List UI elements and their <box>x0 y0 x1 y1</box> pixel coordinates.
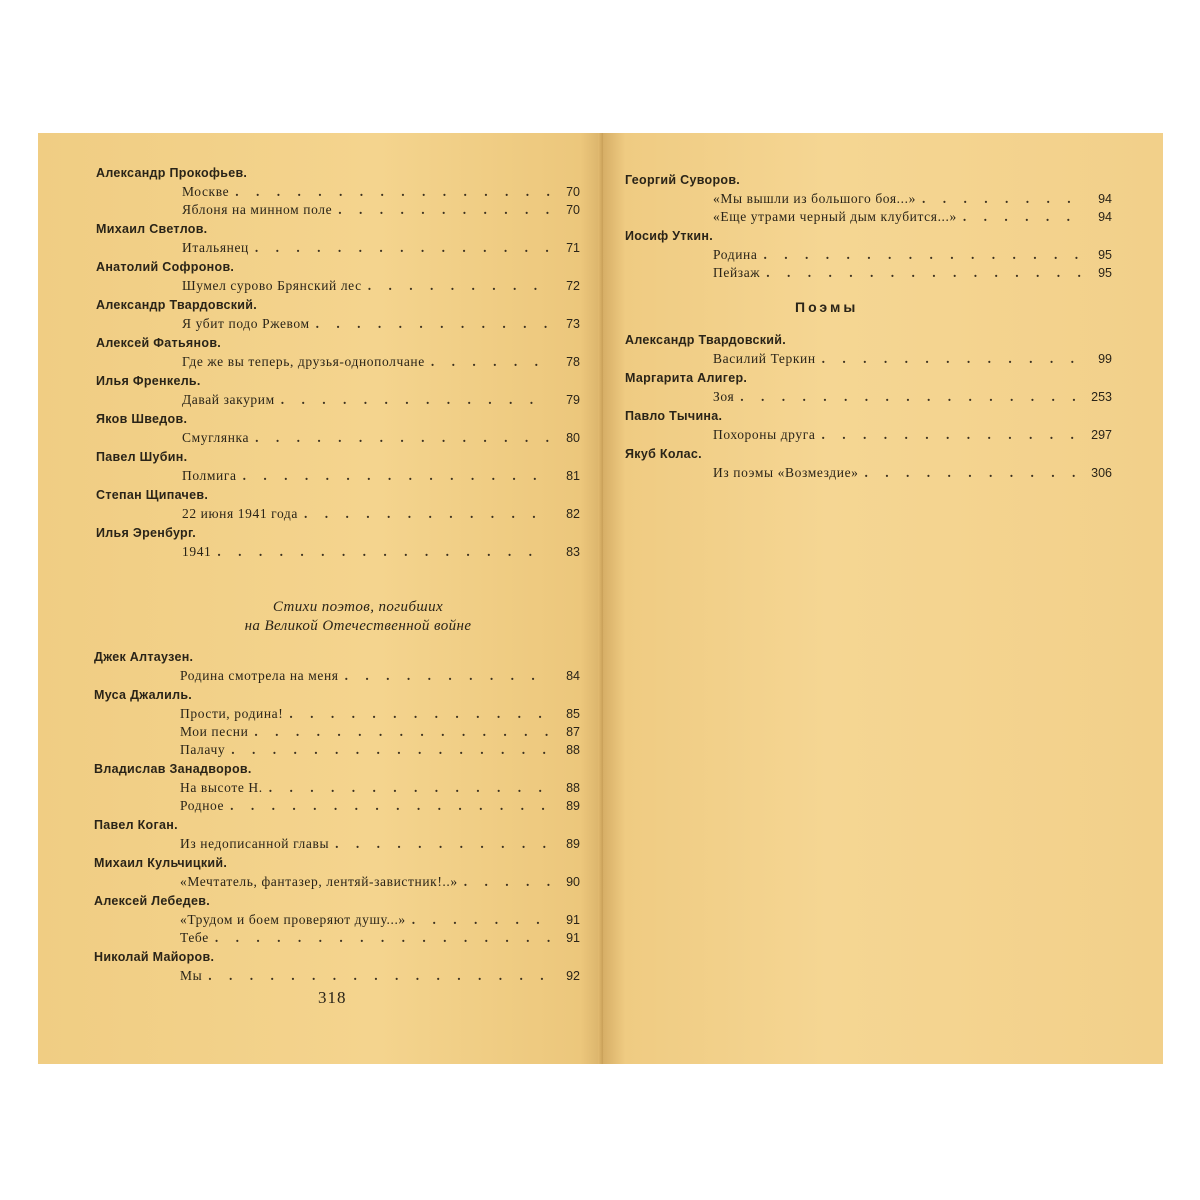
dot-leader <box>431 353 550 371</box>
toc-entry <box>182 277 580 295</box>
toc-entry <box>180 741 580 759</box>
toc-entry <box>182 315 580 333</box>
toc-entry-title: «Мы вышли из большого боя...» <box>713 191 916 206</box>
toc-entry-title: На высоте Н. <box>180 780 263 795</box>
dot-leader <box>281 391 550 409</box>
dot-leader <box>335 835 550 853</box>
toc-entry-page: 99 <box>1098 352 1112 366</box>
toc-entry <box>713 388 1112 406</box>
toc-author: Илья Эренбург. <box>96 526 197 540</box>
toc-author: Муса Джалиль. <box>94 688 193 702</box>
toc-entry-page: 90 <box>566 875 580 889</box>
dot-leader <box>255 239 550 257</box>
toc-author: Яков Шведов. <box>96 412 188 426</box>
toc-entry <box>180 929 580 947</box>
toc-entry-page: 83 <box>566 545 580 559</box>
toc-entry <box>180 835 580 853</box>
toc-entry-page: 88 <box>566 781 580 795</box>
toc-entry <box>713 464 1112 482</box>
toc-entry <box>182 467 580 485</box>
toc-entry <box>180 967 580 985</box>
dot-leader <box>368 277 550 295</box>
toc-entry-title: «Трудом и боем проверяют душу...» <box>180 912 406 927</box>
dot-leader <box>289 705 550 723</box>
toc-entry-title: Москве <box>182 184 230 199</box>
toc-entry-page: 87 <box>566 725 580 739</box>
toc-entry-page: 81 <box>566 469 580 483</box>
dot-leader <box>922 190 1082 208</box>
toc-entry-title: 1941 <box>182 544 212 559</box>
toc-entry-page: 91 <box>566 931 580 945</box>
toc-entry-title: Прости, родина! <box>180 706 284 721</box>
toc-entry-page: 88 <box>566 743 580 757</box>
dot-leader <box>217 543 550 561</box>
toc-entry-title: «Мечтатель, фантазер, лентяй-завистник!..» <box>180 874 458 889</box>
toc-entry-title: Палачу <box>180 742 226 757</box>
section-title-line-2: на Великой Отечественной войне <box>244 618 472 634</box>
toc-entry-title: Давай закурим <box>182 392 275 407</box>
toc-entry <box>180 705 580 723</box>
toc-entry-page: 89 <box>566 837 580 851</box>
toc-entry-title: Смуглянка <box>182 430 250 445</box>
toc-entry <box>713 190 1112 208</box>
toc-entry-page: 82 <box>566 507 580 521</box>
section-title-line-1: Стихи поэтов, погибших <box>272 599 444 615</box>
toc-entry-page: 306 <box>1091 466 1112 480</box>
toc-entry <box>180 911 580 929</box>
toc-entry-title: Полмига <box>182 468 237 483</box>
dot-leader <box>763 246 1082 264</box>
toc-author: Александр Твардовский. <box>96 298 258 312</box>
dot-leader <box>821 426 1082 444</box>
toc-entry-page: 70 <box>566 185 580 199</box>
toc-entry-title: Я убит подо Ржевом <box>182 316 310 331</box>
section-title <box>178 598 538 636</box>
toc-entry-title: Мы <box>180 968 203 983</box>
toc-entry-title: Шумел сурово Брянский лес <box>182 278 362 293</box>
toc-entry <box>182 391 580 409</box>
dot-leader <box>316 315 550 333</box>
open-book <box>38 133 1163 1064</box>
toc-entry-page: 95 <box>1098 266 1112 280</box>
toc-author: Николай Майоров. <box>94 950 215 964</box>
dot-leader <box>865 464 1082 482</box>
toc-entry <box>182 353 580 371</box>
dot-leader <box>740 388 1082 406</box>
toc-entry-title: «Еще утрами черный дым клубится...» <box>713 209 957 224</box>
toc-entry <box>713 246 1112 264</box>
toc-entry <box>182 239 580 257</box>
poems-heading: Поэмы <box>795 299 859 315</box>
toc-entry-title: Пейзаж <box>713 265 761 280</box>
dot-leader <box>269 779 550 797</box>
toc-entry-title: Из поэмы «Возмездие» <box>713 465 859 480</box>
toc-author: Михаил Кульчицкий. <box>94 856 228 870</box>
dot-leader <box>254 723 550 741</box>
dot-leader <box>255 429 550 447</box>
toc-entry <box>182 505 580 523</box>
dot-leader <box>231 741 550 759</box>
dot-leader <box>243 467 550 485</box>
toc-entry <box>182 183 580 201</box>
toc-author: Якуб Колас. <box>625 447 702 461</box>
toc-entry <box>180 779 580 797</box>
toc-author: Павел Коган. <box>94 818 178 832</box>
toc-author: Александр Прокофьев. <box>96 166 248 180</box>
toc-entry-page: 72 <box>566 279 580 293</box>
toc-entry-title: Яблоня на минном поле <box>182 202 333 217</box>
toc-author: Джек Алтаузен. <box>94 650 194 664</box>
toc-entry <box>180 873 580 891</box>
toc-entry <box>182 543 580 561</box>
dot-leader <box>963 208 1082 226</box>
toc-entry-title: Зоя <box>713 389 735 404</box>
toc-entry-title: Итальянец <box>182 240 249 255</box>
toc-author: Павел Шубин. <box>96 450 188 464</box>
toc-entry-title: Родина смотрела на меня <box>180 668 339 683</box>
dot-leader <box>412 911 550 929</box>
toc-author: Алексей Лебедев. <box>94 894 210 908</box>
toc-entry <box>713 350 1112 368</box>
left-page <box>38 133 603 1064</box>
toc-entry-page: 95 <box>1098 248 1112 262</box>
toc-author: Степан Щипачев. <box>96 488 209 502</box>
toc-author: Александр Твардовский. <box>625 333 787 347</box>
toc-entry-title: Где же вы теперь, друзья-однополчане <box>182 354 425 369</box>
dot-leader <box>208 967 550 985</box>
toc-entry-page: 78 <box>566 355 580 369</box>
dot-leader <box>822 350 1082 368</box>
dot-leader <box>235 183 550 201</box>
toc-entry-title: Родина <box>713 247 758 262</box>
toc-entry-title: Из недописанной главы <box>180 836 330 851</box>
toc-author: Илья Френкель. <box>96 374 201 388</box>
toc-entry-title: 22 июня 1941 года <box>182 506 298 521</box>
toc-entry-page: 71 <box>566 241 580 255</box>
dot-leader <box>464 873 550 891</box>
toc-entry <box>713 264 1112 282</box>
toc-entry <box>713 208 1112 226</box>
dot-leader <box>215 929 550 947</box>
toc-entry-title: Похороны друга <box>713 427 816 442</box>
toc-entry-page: 80 <box>566 431 580 445</box>
dot-leader <box>766 264 1082 282</box>
toc-entry <box>180 797 580 815</box>
toc-entry-page: 85 <box>566 707 580 721</box>
toc-entry-title: Василий Теркин <box>713 351 816 366</box>
toc-entry-page: 94 <box>1098 192 1112 206</box>
toc-entry-title: Родное <box>180 798 225 813</box>
toc-author: Алексей Фатьянов. <box>96 336 222 350</box>
toc-entry-page: 94 <box>1098 210 1112 224</box>
toc-author: Иосиф Уткин. <box>625 229 713 243</box>
page-number: 318 <box>318 988 347 1007</box>
toc-entry <box>182 201 580 219</box>
toc-entry-title: Тебе <box>180 930 209 945</box>
toc-entry-page: 253 <box>1091 390 1112 404</box>
right-page <box>603 133 1163 1064</box>
toc-entry-page: 73 <box>566 317 580 331</box>
toc-entry-page: 84 <box>566 669 580 683</box>
toc-entry <box>180 723 580 741</box>
toc-entry-title: Мои песни <box>180 724 249 739</box>
toc-entry-page: 91 <box>566 913 580 927</box>
toc-author: Георгий Суворов. <box>625 173 741 187</box>
dot-leader <box>230 797 550 815</box>
toc-author: Маргарита Алигер. <box>625 371 748 385</box>
toc-entry <box>180 667 580 685</box>
toc-entry-page: 297 <box>1091 428 1112 442</box>
dot-leader <box>338 201 550 219</box>
toc-author: Анатолий Софронов. <box>96 260 235 274</box>
toc-author: Михаил Светлов. <box>96 222 208 236</box>
toc-entry-page: 79 <box>566 393 580 407</box>
toc-entry <box>182 429 580 447</box>
dot-leader <box>345 667 550 685</box>
toc-author: Владислав Занадворов. <box>94 762 252 776</box>
toc-entry-page: 89 <box>566 799 580 813</box>
toc-entry-page: 70 <box>566 203 580 217</box>
toc-entry-page: 92 <box>566 969 580 983</box>
toc-entry <box>713 426 1112 444</box>
dot-leader <box>304 505 550 523</box>
toc-author: Павло Тычина. <box>625 409 723 423</box>
